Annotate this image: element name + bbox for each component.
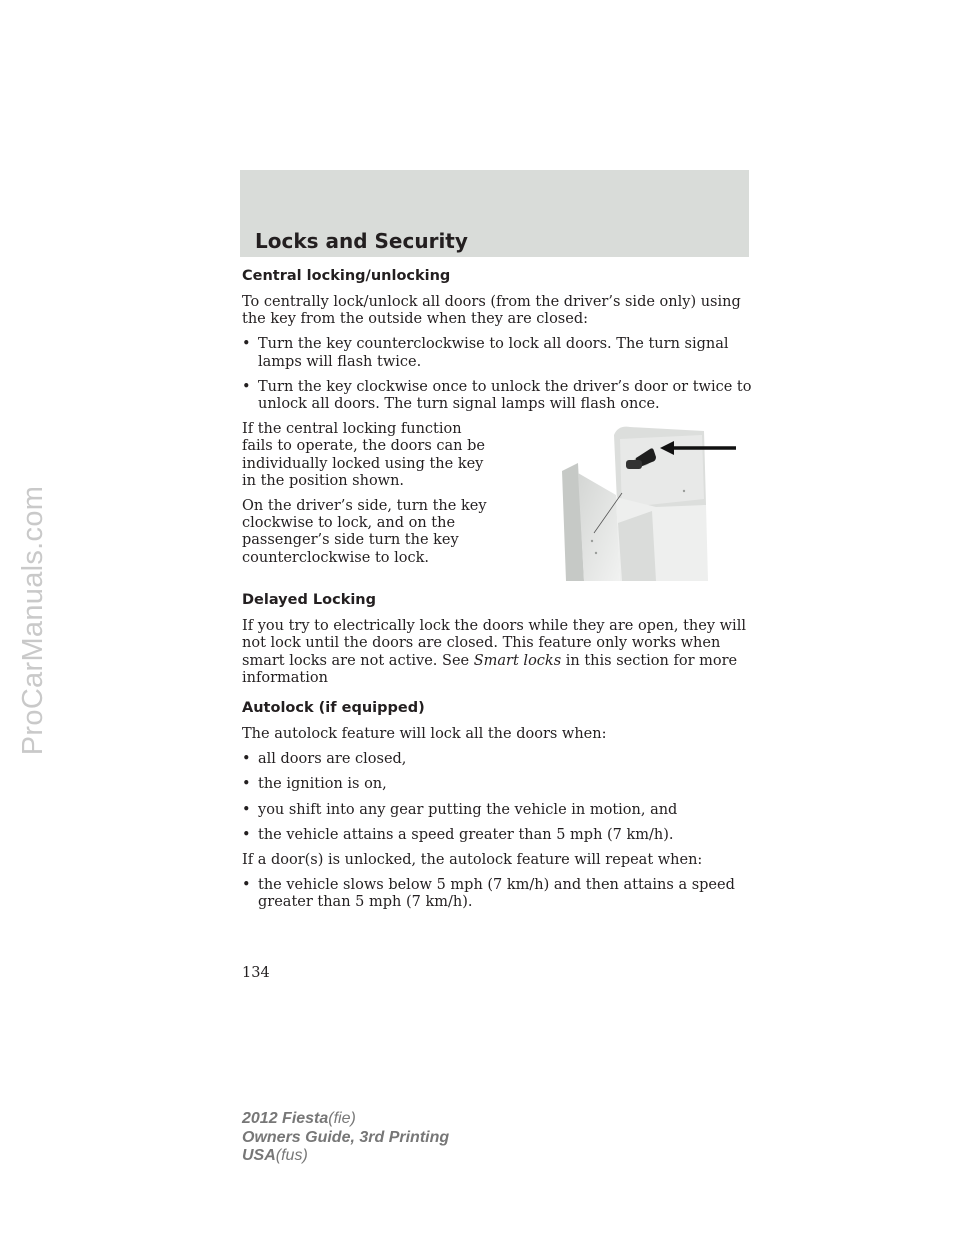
page-content xyxy=(242,267,752,920)
autolock-heading: Autolock (if equipped) xyxy=(242,700,425,717)
autolock-repeat-intro: If a door(s) is unlocked, the autolock feature will repeat when: xyxy=(242,852,703,869)
list-item: • Turn the key counterclockwise to lock all doors. The turn signal lamps will flash twice. xyxy=(242,336,729,370)
key-lock-section xyxy=(242,421,752,583)
footer-guide: Owners Guide, 3rd Printing xyxy=(242,1128,450,1146)
watermark xyxy=(12,200,56,1040)
smart-locks-reference: Smart locks xyxy=(473,652,562,669)
delayed-locking-text: If you try to electrically lock the doors while they are open, they will not lock until the doors are closed. This feature only works when smart locks are not active. See Smart locks in this section for more information xyxy=(242,618,746,686)
footer-market-code: (fus) xyxy=(275,1147,308,1164)
list-item: • the vehicle slows below 5 mph (7 km/h) and then attains a speed greater than 5 mph (7 km/h). xyxy=(242,877,735,911)
list-item: • you shift into any gear putting the vehicle in motion, and xyxy=(242,801,678,818)
list-item: • the vehicle attains a speed greater than 5 mph (7 km/h). xyxy=(242,826,674,843)
footer-market: USA xyxy=(242,1147,276,1164)
section-title: Locks and Security xyxy=(255,229,468,253)
list-item: • Turn the key clockwise once to unlock the driver’s door or twice to unlock all doors. The turn signal lamps will flash once. xyxy=(242,378,752,413)
bullet: • xyxy=(242,877,251,894)
bullet: • xyxy=(242,826,251,843)
section-header xyxy=(240,170,749,257)
bullet: • xyxy=(242,336,251,353)
footer-model-code: (fie) xyxy=(328,1110,356,1127)
bullet: • xyxy=(242,801,251,818)
door-lock-illustration xyxy=(556,425,746,583)
autolock-list xyxy=(242,751,752,844)
watermark-text: ProCarManuals.com xyxy=(17,485,50,755)
autolock-intro: The autolock feature will lock all the doors when: xyxy=(242,726,607,743)
central-locking-intro: To centrally lock/unlock all doors (from the driver’s side only) using the key from the outside when they are closed: xyxy=(242,294,741,328)
bullet: • xyxy=(242,776,251,793)
footer-model: 2012 Fiesta xyxy=(242,1110,329,1127)
bullet: • xyxy=(242,751,251,768)
driver-side-text: On the driver’s side, turn the key clockwise to lock, and on the passenger’s side turn the key counterclockwise to lock. xyxy=(242,498,487,566)
bullet: • xyxy=(242,378,251,395)
document-footer xyxy=(242,1110,449,1166)
delayed-locking-heading: Delayed Locking xyxy=(242,592,377,609)
autolock-repeat-list xyxy=(242,877,752,911)
list-item: • all doors are closed, xyxy=(242,751,407,768)
central-locking-list xyxy=(242,336,752,413)
list-item: • the ignition is on, xyxy=(242,776,387,793)
manual-lock-text: If the central locking function fails to operate, the doors can be individually locked using the key in the position shown. xyxy=(242,421,485,489)
central-locking-heading: Central locking/unlocking xyxy=(242,268,451,284)
page-number: 134 xyxy=(242,965,270,981)
